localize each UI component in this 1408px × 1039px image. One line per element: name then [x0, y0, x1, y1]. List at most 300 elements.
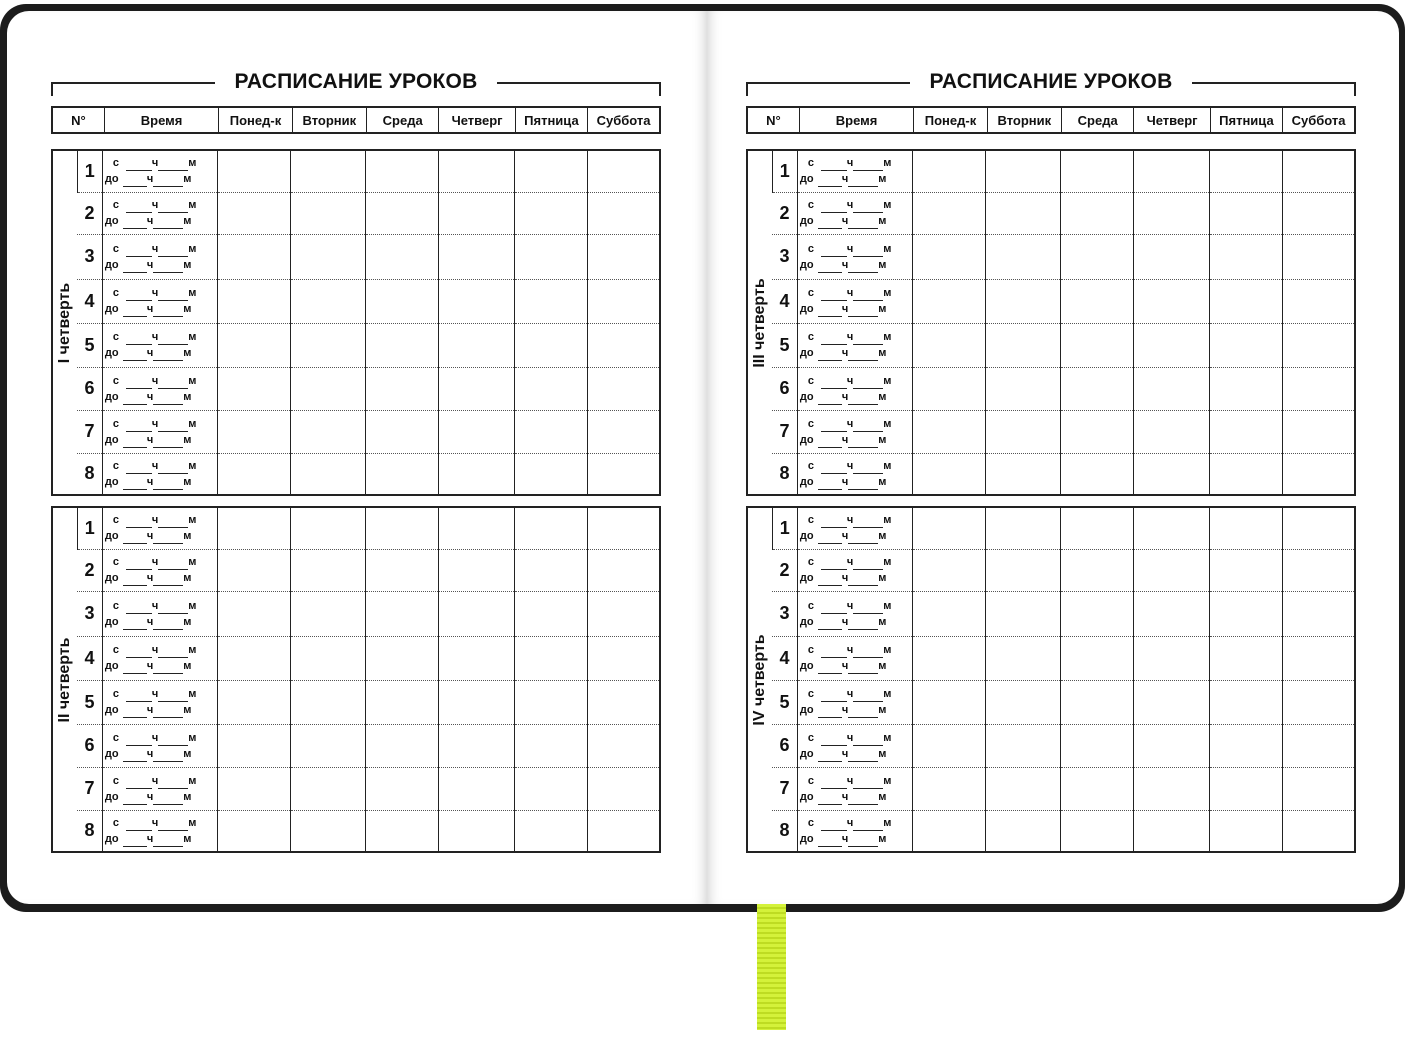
hour-blank[interactable] — [126, 160, 152, 171]
subject-cell[interactable] — [515, 453, 588, 495]
subject-cell[interactable] — [587, 279, 660, 323]
minute-blank[interactable] — [853, 290, 883, 301]
subject-cell[interactable] — [986, 453, 1061, 495]
subject-cell[interactable] — [291, 591, 366, 636]
lesson-time[interactable] — [797, 192, 912, 234]
minute-blank[interactable] — [853, 647, 883, 658]
subject-cell[interactable] — [515, 724, 588, 767]
subject-cell[interactable] — [366, 279, 439, 323]
subject-cell[interactable] — [438, 192, 515, 234]
subject-cell[interactable] — [217, 591, 291, 636]
minute-blank[interactable] — [158, 378, 188, 389]
subject-cell[interactable] — [366, 507, 439, 549]
subject-cell[interactable] — [217, 453, 291, 495]
hour-blank[interactable] — [818, 437, 842, 448]
minute-blank[interactable] — [853, 202, 883, 213]
subject-cell[interactable] — [1210, 591, 1283, 636]
lesson-time[interactable] — [797, 367, 912, 410]
minute-blank[interactable] — [848, 619, 878, 630]
subject-cell[interactable] — [912, 507, 986, 549]
subject-cell[interactable] — [366, 810, 439, 852]
subject-cell[interactable] — [1210, 367, 1283, 410]
hour-blank[interactable] — [123, 306, 147, 317]
subject-cell[interactable] — [366, 549, 439, 591]
lesson-time[interactable] — [102, 279, 217, 323]
subject-cell[interactable] — [1282, 367, 1355, 410]
minute-blank[interactable] — [158, 463, 188, 474]
minute-blank[interactable] — [848, 836, 878, 847]
hour-blank[interactable] — [821, 820, 847, 831]
hour-blank[interactable] — [126, 691, 152, 702]
hour-blank[interactable] — [126, 378, 152, 389]
hour-blank[interactable] — [821, 735, 847, 746]
lesson-time[interactable] — [102, 591, 217, 636]
hour-blank[interactable] — [821, 378, 847, 389]
subject-cell[interactable] — [912, 410, 986, 453]
subject-cell[interactable] — [438, 150, 515, 192]
subject-cell[interactable] — [1133, 410, 1210, 453]
hour-blank[interactable] — [123, 176, 147, 187]
hour-blank[interactable] — [821, 202, 847, 213]
subject-cell[interactable] — [1061, 636, 1134, 680]
subject-cell[interactable] — [1133, 323, 1210, 367]
subject-cell[interactable] — [986, 150, 1061, 192]
lesson-time[interactable] — [797, 549, 912, 591]
subject-cell[interactable] — [366, 724, 439, 767]
subject-cell[interactable] — [366, 323, 439, 367]
hour-blank[interactable] — [126, 202, 152, 213]
subject-cell[interactable] — [291, 367, 366, 410]
subject-cell[interactable] — [587, 810, 660, 852]
minute-blank[interactable] — [158, 735, 188, 746]
subject-cell[interactable] — [1210, 810, 1283, 852]
subject-cell[interactable] — [1282, 279, 1355, 323]
minute-blank[interactable] — [153, 619, 183, 630]
subject-cell[interactable] — [438, 680, 515, 724]
subject-cell[interactable] — [1210, 192, 1283, 234]
subject-cell[interactable] — [217, 410, 291, 453]
minute-blank[interactable] — [848, 794, 878, 805]
subject-cell[interactable] — [438, 507, 515, 549]
subject-cell[interactable] — [912, 150, 986, 192]
hour-blank[interactable] — [818, 751, 842, 762]
hour-blank[interactable] — [126, 820, 152, 831]
subject-cell[interactable] — [587, 767, 660, 810]
subject-cell[interactable] — [587, 680, 660, 724]
subject-cell[interactable] — [912, 591, 986, 636]
subject-cell[interactable] — [587, 549, 660, 591]
minute-blank[interactable] — [153, 533, 183, 544]
hour-blank[interactable] — [126, 735, 152, 746]
minute-blank[interactable] — [153, 663, 183, 674]
subject-cell[interactable] — [438, 636, 515, 680]
subject-cell[interactable] — [1061, 767, 1134, 810]
subject-cell[interactable] — [587, 192, 660, 234]
subject-cell[interactable] — [986, 591, 1061, 636]
minute-blank[interactable] — [153, 707, 183, 718]
subject-cell[interactable] — [587, 507, 660, 549]
subject-cell[interactable] — [1061, 680, 1134, 724]
subject-cell[interactable] — [217, 810, 291, 852]
minute-blank[interactable] — [153, 479, 183, 490]
subject-cell[interactable] — [1282, 150, 1355, 192]
subject-cell[interactable] — [217, 724, 291, 767]
subject-cell[interactable] — [291, 150, 366, 192]
subject-cell[interactable] — [1061, 279, 1134, 323]
lesson-time[interactable] — [797, 279, 912, 323]
subject-cell[interactable] — [1133, 767, 1210, 810]
subject-cell[interactable] — [1210, 150, 1283, 192]
hour-blank[interactable] — [818, 394, 842, 405]
hour-blank[interactable] — [818, 836, 842, 847]
subject-cell[interactable] — [1210, 636, 1283, 680]
subject-cell[interactable] — [912, 636, 986, 680]
subject-cell[interactable] — [986, 810, 1061, 852]
subject-cell[interactable] — [217, 150, 291, 192]
subject-cell[interactable] — [1133, 150, 1210, 192]
subject-cell[interactable] — [912, 279, 986, 323]
subject-cell[interactable] — [291, 680, 366, 724]
subject-cell[interactable] — [1210, 323, 1283, 367]
minute-blank[interactable] — [853, 778, 883, 789]
subject-cell[interactable] — [217, 507, 291, 549]
subject-cell[interactable] — [366, 192, 439, 234]
subject-cell[interactable] — [438, 810, 515, 852]
lesson-time[interactable] — [797, 767, 912, 810]
lesson-time[interactable] — [102, 636, 217, 680]
minute-blank[interactable] — [853, 378, 883, 389]
hour-blank[interactable] — [821, 334, 847, 345]
subject-cell[interactable] — [291, 549, 366, 591]
hour-blank[interactable] — [123, 350, 147, 361]
minute-blank[interactable] — [848, 350, 878, 361]
minute-blank[interactable] — [853, 246, 883, 257]
minute-blank[interactable] — [153, 350, 183, 361]
hour-blank[interactable] — [821, 559, 847, 570]
subject-cell[interactable] — [291, 453, 366, 495]
subject-cell[interactable] — [986, 549, 1061, 591]
subject-cell[interactable] — [587, 367, 660, 410]
subject-cell[interactable] — [515, 367, 588, 410]
minute-blank[interactable] — [848, 176, 878, 187]
subject-cell[interactable] — [1061, 410, 1134, 453]
hour-blank[interactable] — [821, 463, 847, 474]
subject-cell[interactable] — [1133, 549, 1210, 591]
subject-cell[interactable] — [986, 767, 1061, 810]
subject-cell[interactable] — [986, 680, 1061, 724]
minute-blank[interactable] — [853, 820, 883, 831]
minute-blank[interactable] — [158, 334, 188, 345]
subject-cell[interactable] — [986, 192, 1061, 234]
subject-cell[interactable] — [986, 410, 1061, 453]
minute-blank[interactable] — [848, 663, 878, 674]
subject-cell[interactable] — [515, 591, 588, 636]
subject-cell[interactable] — [912, 549, 986, 591]
minute-blank[interactable] — [153, 262, 183, 273]
hour-blank[interactable] — [821, 421, 847, 432]
subject-cell[interactable] — [587, 636, 660, 680]
subject-cell[interactable] — [291, 810, 366, 852]
lesson-time[interactable] — [797, 507, 912, 549]
subject-cell[interactable] — [912, 234, 986, 279]
subject-cell[interactable] — [366, 367, 439, 410]
subject-cell[interactable] — [1210, 279, 1283, 323]
subject-cell[interactable] — [438, 549, 515, 591]
minute-blank[interactable] — [153, 794, 183, 805]
subject-cell[interactable] — [1133, 636, 1210, 680]
subject-cell[interactable] — [291, 636, 366, 680]
subject-cell[interactable] — [1282, 453, 1355, 495]
hour-blank[interactable] — [821, 603, 847, 614]
minute-blank[interactable] — [853, 463, 883, 474]
subject-cell[interactable] — [1061, 549, 1134, 591]
subject-cell[interactable] — [438, 724, 515, 767]
subject-cell[interactable] — [912, 680, 986, 724]
minute-blank[interactable] — [848, 437, 878, 448]
lesson-time[interactable] — [102, 549, 217, 591]
hour-blank[interactable] — [126, 290, 152, 301]
minute-blank[interactable] — [848, 707, 878, 718]
hour-blank[interactable] — [126, 778, 152, 789]
subject-cell[interactable] — [515, 192, 588, 234]
subject-cell[interactable] — [366, 636, 439, 680]
hour-blank[interactable] — [818, 533, 842, 544]
minute-blank[interactable] — [158, 421, 188, 432]
minute-blank[interactable] — [158, 160, 188, 171]
subject-cell[interactable] — [986, 234, 1061, 279]
subject-cell[interactable] — [1282, 410, 1355, 453]
lesson-time[interactable] — [797, 810, 912, 852]
subject-cell[interactable] — [291, 323, 366, 367]
hour-blank[interactable] — [123, 707, 147, 718]
subject-cell[interactable] — [986, 636, 1061, 680]
subject-cell[interactable] — [217, 192, 291, 234]
subject-cell[interactable] — [1133, 453, 1210, 495]
subject-cell[interactable] — [986, 279, 1061, 323]
subject-cell[interactable] — [217, 323, 291, 367]
minute-blank[interactable] — [158, 559, 188, 570]
subject-cell[interactable] — [366, 453, 439, 495]
minute-blank[interactable] — [153, 176, 183, 187]
subject-cell[interactable] — [291, 724, 366, 767]
subject-cell[interactable] — [1061, 234, 1134, 279]
subject-cell[interactable] — [1282, 549, 1355, 591]
subject-cell[interactable] — [587, 591, 660, 636]
minute-blank[interactable] — [853, 603, 883, 614]
subject-cell[interactable] — [587, 323, 660, 367]
subject-cell[interactable] — [1210, 507, 1283, 549]
subject-cell[interactable] — [1282, 636, 1355, 680]
subject-cell[interactable] — [217, 367, 291, 410]
hour-blank[interactable] — [126, 246, 152, 257]
subject-cell[interactable] — [1210, 680, 1283, 724]
subject-cell[interactable] — [912, 724, 986, 767]
subject-cell[interactable] — [366, 150, 439, 192]
lesson-time[interactable] — [102, 234, 217, 279]
subject-cell[interactable] — [515, 549, 588, 591]
minute-blank[interactable] — [153, 306, 183, 317]
lesson-time[interactable] — [102, 453, 217, 495]
subject-cell[interactable] — [1210, 453, 1283, 495]
hour-blank[interactable] — [821, 517, 847, 528]
minute-blank[interactable] — [158, 691, 188, 702]
lesson-time[interactable] — [797, 453, 912, 495]
subject-cell[interactable] — [912, 323, 986, 367]
subject-cell[interactable] — [366, 591, 439, 636]
minute-blank[interactable] — [158, 603, 188, 614]
hour-blank[interactable] — [123, 262, 147, 273]
hour-blank[interactable] — [818, 176, 842, 187]
minute-blank[interactable] — [853, 735, 883, 746]
subject-cell[interactable] — [1061, 150, 1134, 192]
hour-blank[interactable] — [123, 394, 147, 405]
subject-cell[interactable] — [587, 724, 660, 767]
subject-cell[interactable] — [1133, 507, 1210, 549]
minute-blank[interactable] — [158, 647, 188, 658]
hour-blank[interactable] — [821, 246, 847, 257]
subject-cell[interactable] — [1210, 724, 1283, 767]
subject-cell[interactable] — [1282, 680, 1355, 724]
subject-cell[interactable] — [291, 507, 366, 549]
lesson-time[interactable] — [797, 724, 912, 767]
minute-blank[interactable] — [853, 517, 883, 528]
lesson-time[interactable] — [102, 323, 217, 367]
subject-cell[interactable] — [438, 591, 515, 636]
lesson-time[interactable] — [102, 810, 217, 852]
subject-cell[interactable] — [587, 410, 660, 453]
subject-cell[interactable] — [515, 810, 588, 852]
subject-cell[interactable] — [986, 323, 1061, 367]
hour-blank[interactable] — [123, 619, 147, 630]
minute-blank[interactable] — [158, 778, 188, 789]
subject-cell[interactable] — [1061, 810, 1134, 852]
hour-blank[interactable] — [123, 575, 147, 586]
subject-cell[interactable] — [515, 279, 588, 323]
hour-blank[interactable] — [818, 479, 842, 490]
minute-blank[interactable] — [853, 559, 883, 570]
bookmark-ribbon[interactable] — [757, 904, 786, 1030]
subject-cell[interactable] — [217, 279, 291, 323]
lesson-time[interactable] — [797, 410, 912, 453]
subject-cell[interactable] — [515, 636, 588, 680]
subject-cell[interactable] — [438, 279, 515, 323]
hour-blank[interactable] — [123, 479, 147, 490]
subject-cell[interactable] — [291, 279, 366, 323]
lesson-time[interactable] — [102, 410, 217, 453]
subject-cell[interactable] — [438, 767, 515, 810]
hour-blank[interactable] — [818, 663, 842, 674]
minute-blank[interactable] — [158, 202, 188, 213]
subject-cell[interactable] — [366, 234, 439, 279]
hour-blank[interactable] — [818, 619, 842, 630]
subject-cell[interactable] — [1282, 724, 1355, 767]
subject-cell[interactable] — [587, 150, 660, 192]
hour-blank[interactable] — [818, 707, 842, 718]
subject-cell[interactable] — [986, 367, 1061, 410]
hour-blank[interactable] — [126, 603, 152, 614]
subject-cell[interactable] — [438, 453, 515, 495]
lesson-time[interactable] — [797, 636, 912, 680]
subject-cell[interactable] — [217, 234, 291, 279]
minute-blank[interactable] — [848, 306, 878, 317]
minute-blank[interactable] — [153, 437, 183, 448]
subject-cell[interactable] — [1210, 549, 1283, 591]
subject-cell[interactable] — [1210, 234, 1283, 279]
minute-blank[interactable] — [158, 246, 188, 257]
subject-cell[interactable] — [912, 767, 986, 810]
subject-cell[interactable] — [217, 636, 291, 680]
hour-blank[interactable] — [123, 663, 147, 674]
subject-cell[interactable] — [986, 507, 1061, 549]
minute-blank[interactable] — [853, 160, 883, 171]
subject-cell[interactable] — [912, 192, 986, 234]
subject-cell[interactable] — [1282, 234, 1355, 279]
subject-cell[interactable] — [291, 410, 366, 453]
subject-cell[interactable] — [515, 680, 588, 724]
hour-blank[interactable] — [818, 218, 842, 229]
minute-blank[interactable] — [848, 262, 878, 273]
subject-cell[interactable] — [1061, 591, 1134, 636]
subject-cell[interactable] — [366, 680, 439, 724]
lesson-time[interactable] — [102, 507, 217, 549]
subject-cell[interactable] — [1061, 323, 1134, 367]
subject-cell[interactable] — [438, 323, 515, 367]
subject-cell[interactable] — [1282, 810, 1355, 852]
lesson-time[interactable] — [102, 767, 217, 810]
minute-blank[interactable] — [158, 290, 188, 301]
subject-cell[interactable] — [1061, 507, 1134, 549]
subject-cell[interactable] — [1282, 591, 1355, 636]
subject-cell[interactable] — [1133, 810, 1210, 852]
lesson-time[interactable] — [797, 234, 912, 279]
subject-cell[interactable] — [1133, 192, 1210, 234]
hour-blank[interactable] — [123, 218, 147, 229]
hour-blank[interactable] — [821, 691, 847, 702]
minute-blank[interactable] — [153, 218, 183, 229]
minute-blank[interactable] — [153, 836, 183, 847]
lesson-time[interactable] — [797, 323, 912, 367]
hour-blank[interactable] — [818, 350, 842, 361]
subject-cell[interactable] — [515, 767, 588, 810]
subject-cell[interactable] — [1282, 507, 1355, 549]
hour-blank[interactable] — [821, 290, 847, 301]
subject-cell[interactable] — [1061, 453, 1134, 495]
hour-blank[interactable] — [123, 437, 147, 448]
subject-cell[interactable] — [587, 234, 660, 279]
subject-cell[interactable] — [1133, 367, 1210, 410]
subject-cell[interactable] — [912, 810, 986, 852]
lesson-time[interactable] — [102, 150, 217, 192]
hour-blank[interactable] — [126, 463, 152, 474]
minute-blank[interactable] — [848, 533, 878, 544]
hour-blank[interactable] — [126, 334, 152, 345]
subject-cell[interactable] — [1282, 192, 1355, 234]
subject-cell[interactable] — [1133, 680, 1210, 724]
minute-blank[interactable] — [153, 751, 183, 762]
hour-blank[interactable] — [123, 751, 147, 762]
subject-cell[interactable] — [515, 323, 588, 367]
hour-blank[interactable] — [821, 647, 847, 658]
subject-cell[interactable] — [1061, 724, 1134, 767]
minute-blank[interactable] — [153, 575, 183, 586]
hour-blank[interactable] — [123, 533, 147, 544]
subject-cell[interactable] — [438, 367, 515, 410]
subject-cell[interactable] — [1133, 724, 1210, 767]
hour-blank[interactable] — [821, 160, 847, 171]
subject-cell[interactable] — [1133, 234, 1210, 279]
minute-blank[interactable] — [853, 421, 883, 432]
subject-cell[interactable] — [1133, 591, 1210, 636]
